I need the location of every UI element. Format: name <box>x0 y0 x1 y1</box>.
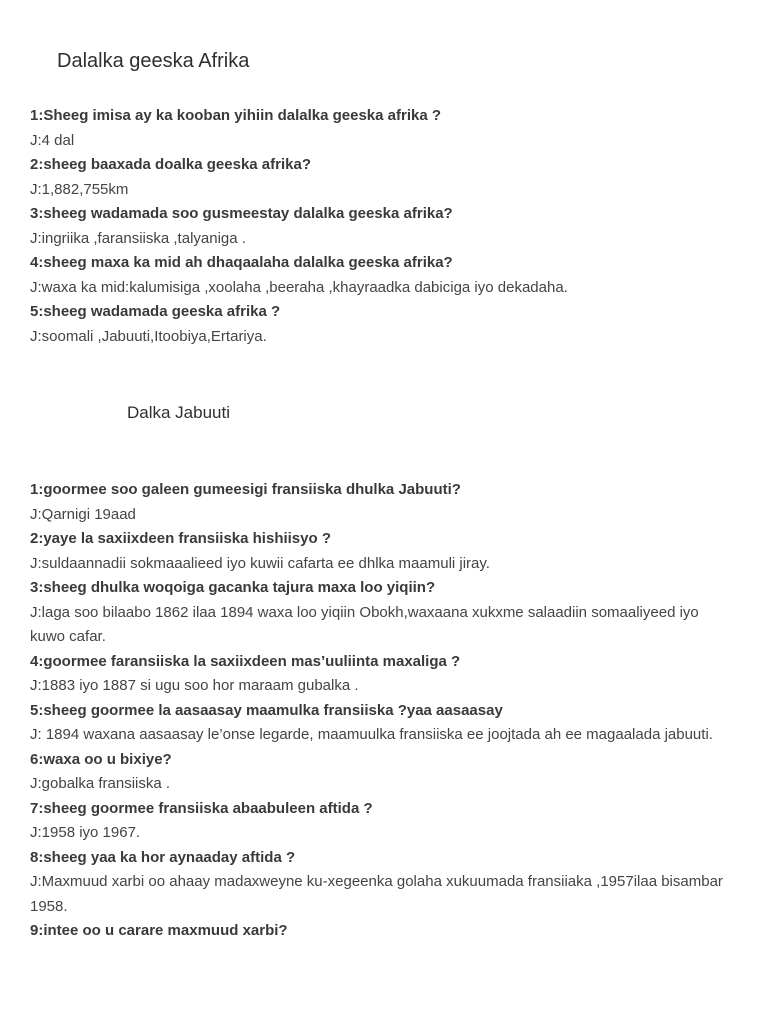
qa-list-djibouti <box>30 478 730 944</box>
question: 9:intee oo u carare maxmuud xarbi? <box>30 922 288 939</box>
answer: J:ingriika ,faransiiska ,talyaniga . <box>30 229 246 247</box>
answer: J:laga soo bilaabo 1862 ilaa 1894 waxa loo yiqiin Obokh,waxaana xukxme salaadiin somaaliyeed iyo kuwo cafar. <box>30 603 699 645</box>
section-title-horn-of-africa: Dalalka geeska Afrika <box>57 50 250 72</box>
question: 5:sheeg wadamada geeska afrika ? <box>30 303 281 320</box>
question: 1:Sheeg imisa ay ka kooban yihiin dalalka geeska afrika ? <box>30 107 442 124</box>
question: 6:waxa oo u bixiye? <box>30 750 172 768</box>
answer: J:soomali ,Jabuuti,Itoobiya,Ertariya. <box>30 327 267 345</box>
question: 2:sheeg baaxada doalka geeska afrika? <box>30 156 311 173</box>
answer: J:Qarnigi 19aad <box>30 505 136 523</box>
question: 4:goormee faransiiska la saxiixdeen mas’uuliinta maxaliga ? <box>30 652 461 670</box>
answer: J:1,882,755km <box>30 180 129 198</box>
answer: J:4 dal <box>30 131 75 149</box>
section-title-djibouti: Dalka Jabuuti <box>127 403 231 422</box>
answer: J:gobalka fransiiska . <box>30 775 171 792</box>
question: 3:sheeg wadamada soo gusmeestay dalalka geeska afrika? <box>30 205 453 222</box>
question: 2:yaye la saxiixdeen fransiiska hishiisyo ? <box>30 530 331 547</box>
answer: J:1883 iyo 1887 si ugu soo hor maraam gubalka . <box>30 677 359 694</box>
question: 5:sheeg goormee la aasaasay maamulka fransiiska ?yaa aasaasay <box>30 701 503 719</box>
qa-list-horn-of-africa <box>30 104 730 349</box>
question: 8:sheeg yaa ka hor aynaaday aftida ? <box>30 848 296 866</box>
question: 3:sheeg dhulka woqoiga gacanka tajura maxa loo yiqiin? <box>30 579 436 596</box>
answer: J:suldaannadii sokmaaalieed iyo kuwii cafarta ee dhlka maamuli jiray. <box>30 554 490 572</box>
answer: J:Maxmuud xarbi oo ahaay madaxweyne ku-xegeenka golaha xukuumada fransiiaka ,1957ilaa bisambar 1958. <box>30 873 723 915</box>
question: 1:goormee soo galeen gumeesigi fransiiska dhulka Jabuuti? <box>30 481 461 498</box>
answer: J:1958 iyo 1967. <box>30 824 141 841</box>
question: 7:sheeg goormee fransiiska abaabuleen aftida ? <box>30 799 373 817</box>
answer: J:waxa ka mid:kalumisiga ,xoolaha ,beeraha ,khayraadka dabiciga iyo dekadaha. <box>30 278 568 296</box>
question: 4:sheeg maxa ka mid ah dhaqaalaha dalalka geeska afrika? <box>30 254 453 271</box>
answer: J: 1894 waxana aasaasay le’onse legarde, maamuulka fransiiska ee joojtada ah ee magaalada jabuuti. <box>30 726 713 743</box>
